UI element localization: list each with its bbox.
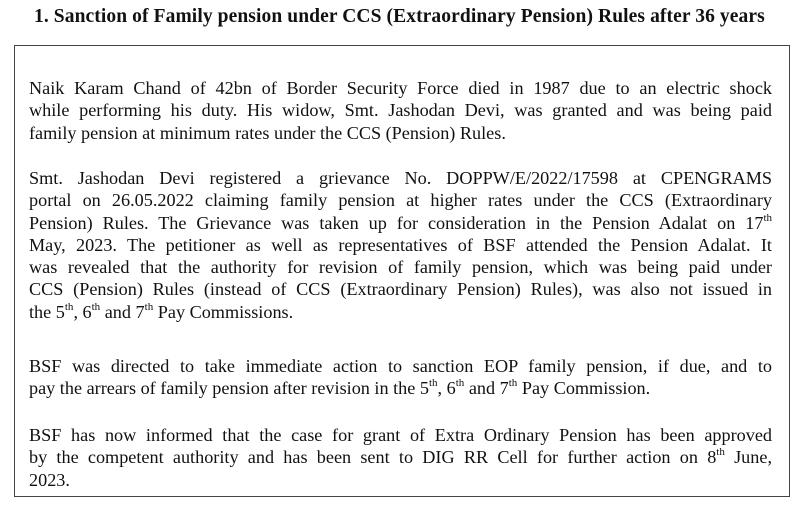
text-line xyxy=(29,212,772,234)
paragraph-4 xyxy=(29,424,772,491)
superscript: th xyxy=(763,211,772,224)
text-span: , 6 xyxy=(437,378,456,399)
paragraph-1 xyxy=(29,77,772,144)
text-span: Pension) Rules. The Grievance was taken up for consideration in the Pension Adalat on 17 xyxy=(29,212,764,233)
text-span: Pay Commissions. xyxy=(153,301,294,322)
superscript: th xyxy=(144,300,154,313)
text-span: and 7 xyxy=(100,301,145,322)
text-span: the 5 xyxy=(29,301,65,322)
text-line: while performing his duty. His widow, Smt. Jashodan Devi, was granted and was being paid xyxy=(29,100,772,121)
superscript: th xyxy=(428,377,438,390)
section-heading: 1. Sanction of Family pension under CCS (Extraordinary Pension) Rules after 36 years xyxy=(34,6,765,27)
superscript: th xyxy=(64,300,74,313)
paragraph-3 xyxy=(29,355,772,400)
text-line: BSF has now informed that the case for grant of Extra Ordinary Pension has been approved xyxy=(29,425,772,445)
text-span: by the competent authority and has been sent to DIG RR Cell for further action on 8 xyxy=(29,447,717,468)
text-line xyxy=(29,446,772,468)
text-line xyxy=(29,301,772,323)
paragraph-2 xyxy=(29,167,772,323)
superscript: th xyxy=(716,446,725,459)
text-span: , 6 xyxy=(73,301,92,322)
text-line: portal on 26.05.2022 claiming family pension at higher rates under the CCS (Extraordinary xyxy=(29,190,772,211)
text-line: 2023. xyxy=(29,469,70,490)
text-line: BSF was directed to take immediate action to sanction EOP family pension, if due, and to xyxy=(29,356,772,376)
text-span: June, xyxy=(724,447,772,468)
superscript: th xyxy=(91,300,101,313)
text-line: Smt. Jashodan Devi registered a grievance No. DOPPW/E/2022/17598 at CPENGRAMS xyxy=(29,168,772,188)
text-line: was revealed that the authority for revision of family pension, which was being paid under xyxy=(29,257,772,278)
text-span: and 7 xyxy=(464,378,509,399)
text-span: Pay Commission. xyxy=(517,378,651,399)
text-line xyxy=(29,377,772,399)
text-line: CCS (Pension) Rules (instead of CCS (Extraordinary Pension) Rules), was also not issued in xyxy=(29,279,772,300)
text-line: May, 2023. The petitioner as well as representatives of BSF attended the Pension Adalat. It xyxy=(29,234,772,255)
text-line: family pension at minimum rates under the CCS (Pension) Rules. xyxy=(29,122,506,143)
superscript: th xyxy=(455,377,465,390)
superscript: th xyxy=(508,377,518,390)
text-span: pay the arrears of family pension after revision in the 5 xyxy=(29,378,429,399)
text-line: Naik Karam Chand of 42bn of Border Security Force died in 1987 due to an electric shock xyxy=(29,78,772,98)
